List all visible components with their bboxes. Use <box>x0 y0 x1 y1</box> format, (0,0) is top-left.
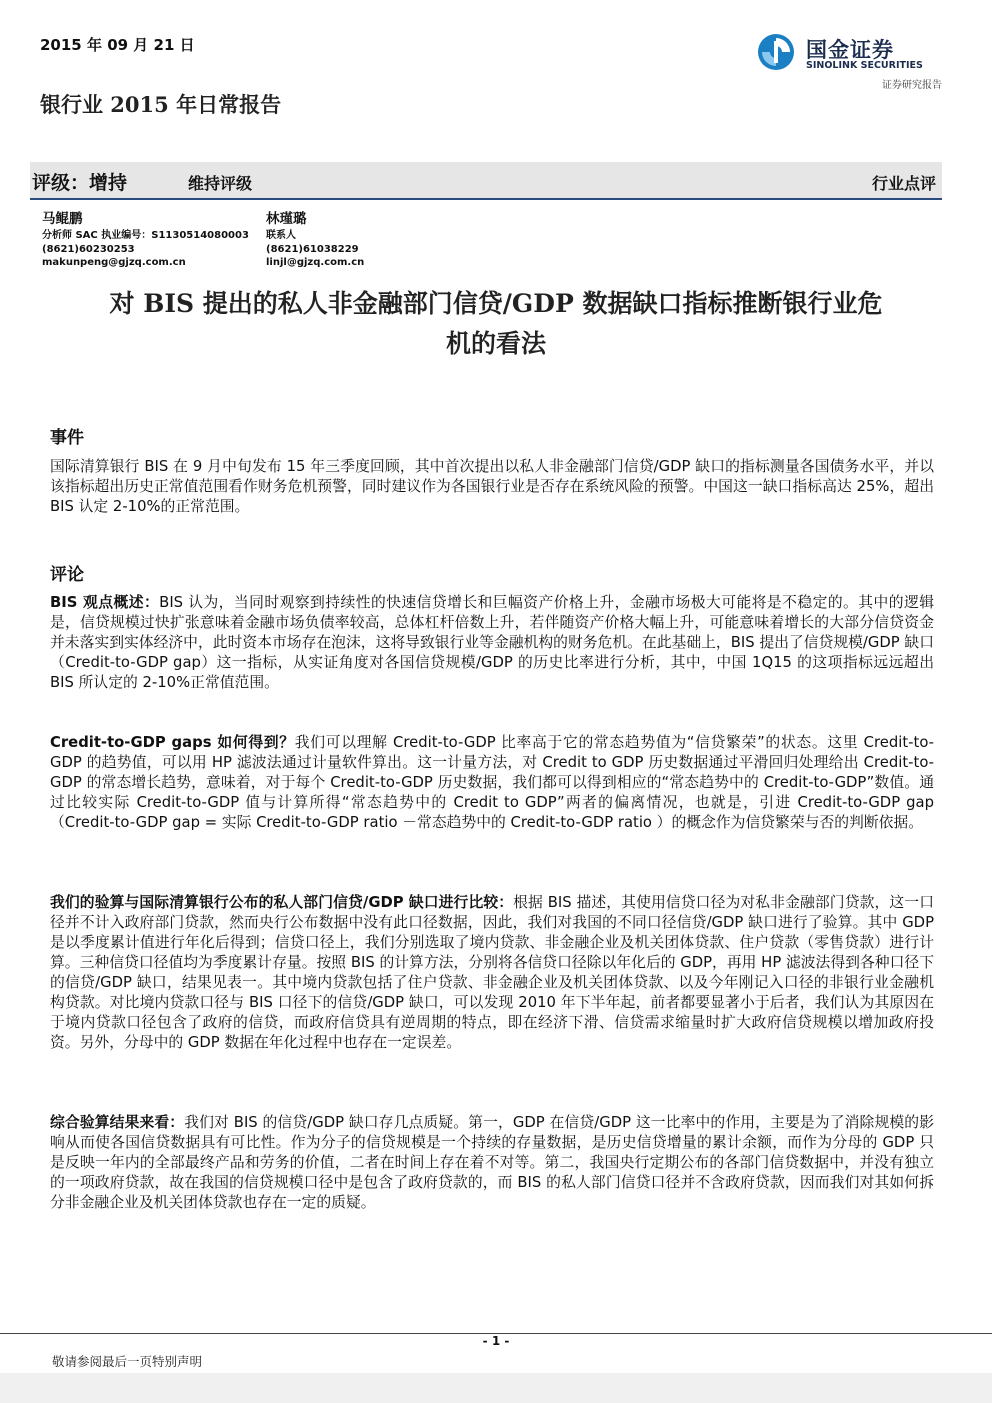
logo-subtitle: 证券研究报告 <box>882 80 942 91</box>
title-line: 机的看法 <box>445 329 546 358</box>
rating-bar <box>30 162 942 200</box>
sinolink-logo-icon <box>756 32 796 72</box>
contact-phone: (8621)61038229 <box>266 243 359 255</box>
section-heading-comment: 评论 <box>50 565 84 585</box>
comment-paragraph <box>50 733 934 833</box>
event-paragraph: 国际清算银行 BIS 在 9 月中旬发布 15 年三季度回顾，其中首次提出以私人非金融部门信贷/GDP 缺口的指标测量各国债务水平，并以该指标超出历史正常值范围看作财务危机预警，同时建议作为各国银行业是否存在系统风险的预警。中国这一缺口指标高达 25%，超出 BIS 认定 2-10%的正常范围。 <box>50 458 934 515</box>
paragraph-body: 根据 BIS 描述，其使用信贷口径为对私非金融部门贷款，这一口径并不计入政府部门贷款，然而央行公布数据中没有此口径数据，因此，我们对我国的不同口径信贷/GDP 缺口进行了验算。其中 GDP 是以季度累计值进行年化后得到；信贷口径上，我们分别选取了境内贷款、非金融企业及机关团体贷款、住户贷款（零售贷款）进行计算。三种信贷口径值均为季度累计存量。按照 BIS 的计算方法，分别将各信贷口径除以年化后的 GDP，再用 HP 滤波法得到各种口径下的信贷/GDP 缺口，结果见表一。其中境内贷款包括了住户贷款、非金融企业及机关团体贷款、以及今年刚记入口径的非银行业金融机构贷款。对比境内贷款口径与 BIS 口径下的信贷/GDP 缺口，可以发现 2010 年下半年起，前者都要显著小于后者，我们认为其原因在于境内贷款口径包含了政府的信贷，而政府信贷具有逆周期的特点，即在经济下滑、信贷需求缩量时扩大政府信贷规模以增加政府投资。另外，分母中的 GDP 数据在年化过程中也存在一定误差。 <box>50 894 934 1051</box>
rating-label: 评级：增持 <box>32 172 128 194</box>
contact-email[interactable]: linjl@gjzq.com.cn <box>266 257 365 268</box>
page-number: - 1 - <box>482 1334 510 1348</box>
comment-paragraph <box>50 893 934 1053</box>
title-line: 对 BIS 提出的私人非金融部门信贷/GDP 数据缺口指标推断银行业危 <box>109 289 883 318</box>
page-bottom-band <box>0 1373 992 1403</box>
footer-disclaimer: 敬请参阅最后一页特别声明 <box>52 1354 203 1369</box>
comment-paragraph <box>50 1113 934 1213</box>
paragraph-body: 我们可以理解 Credit-to-GDP 比率高于它的常态趋势值为“信贷繁荣”的状态。这里 Credit-to-GDP 的趋势值，可以用 HP 滤波法通过计量软件算出。这一计量方法，对 Credit to GDP 历史数据通过平滑回归处理给出 Credit-to-GDP 的常态增长趋势，意味着，对于每个 Credit-to-GDP 历史数据，我们都可以得到相应的“常态趋势中的 Credit-to-GDP”数值。通过比较实际 Credit-to-GDP 值与计算所得“常态趋势中的 Credit to GDP”两者的偏离情况，也就是，引进 Credit-to-GDP gap （Credit-to-GDP gap = 实际 Credit-to-GDP ratio －常态趋势中的 Credit-to-GDP ratio ）的概念作为信贷繁荣与否的判断依据。 <box>50 734 934 831</box>
contact-name: 林瑾璐 <box>266 211 307 227</box>
paragraph-lead: Credit-to-GDP gaps 如何得到？ <box>50 734 295 751</box>
paragraph-body: BIS 认为，当同时观察到持续性的快速信贷增长和巨幅资产价格上升，金融市场极大可能将是不稳定的。其中的逻辑是，信贷规模过快扩张意味着金融市场负债率较高，总体杠杆倍数上升，若伴随资产价格大幅上升，可能意味着增长的大部分信贷资金并未落实到实体经济中，此时资本市场存在泡沫，这将导致银行业等金融机构的财务危机。在此基础上，BIS 提出了信贷规模/GDP 缺口（Credit-to-GDP gap）这一指标，从实证角度对各国信贷规模/GDP 的历史比率进行分析，其中，中国 1Q15 的这项指标远远超出 BIS 所认定的 2-10%正常值范围。 <box>50 594 934 691</box>
paragraph-body: 我们对 BIS 的信贷/GDP 缺口存几点质疑。第一，GDP 在信贷/GDP 这一比率中的作用，主要是为了消除规模的影响从而使各国信贷数据具有可比性。作为分子的信贷规模是一个持续的存量数据，是历史信贷增量的累计余额，而作为分母的 GDP 只是反映一年内的全部最终产品和劳务的价值，二者在时间上存在着不对等。第二，我国央行定期公布的各部门信贷数据中，并没有独立的一项政府贷款，故在我国的信贷规模口径中是包含了政府贷款的，而 BIS 的私人部门信贷口径并不含政府贷款，因而我们对其如何拆分非金融企业及机关团体贷款也存在一定的质疑。 <box>50 1114 934 1211</box>
analyst-card <box>42 209 249 270</box>
contact-role: 联系人 <box>266 230 296 241</box>
report-series-title: 银行业 2015 年日常报告 <box>40 92 282 117</box>
paragraph-lead: 我们的验算与国际清算银行公布的私人部门信贷/GDP 缺口进行比较： <box>50 894 514 911</box>
report-date: 2015 年 09 月 21 日 <box>40 36 195 54</box>
section-heading-event: 事件 <box>50 428 84 448</box>
comment-paragraph <box>50 593 934 693</box>
analyst-name: 马鲲鹏 <box>42 211 83 227</box>
analyst-role: 分析师 SAC 执业编号：S1130514080003 <box>42 230 249 241</box>
analyst-email[interactable]: makunpeng@gjzq.com.cn <box>42 257 186 268</box>
logo-cn-name: 国金证券 <box>806 38 894 62</box>
sinolink-logo <box>756 30 946 92</box>
analyst-phone: (8621)60230253 <box>42 243 135 255</box>
logo-en-name: SINOLINK SECURITIES <box>806 60 923 71</box>
rating-maintain: 维持评级 <box>188 174 253 193</box>
document-title <box>40 284 952 364</box>
paragraph-lead: 综合验算结果来看： <box>50 1114 185 1131</box>
report-category: 行业点评 <box>871 174 936 193</box>
paragraph-lead: BIS 观点概述： <box>50 594 160 611</box>
contact-card <box>266 209 364 270</box>
